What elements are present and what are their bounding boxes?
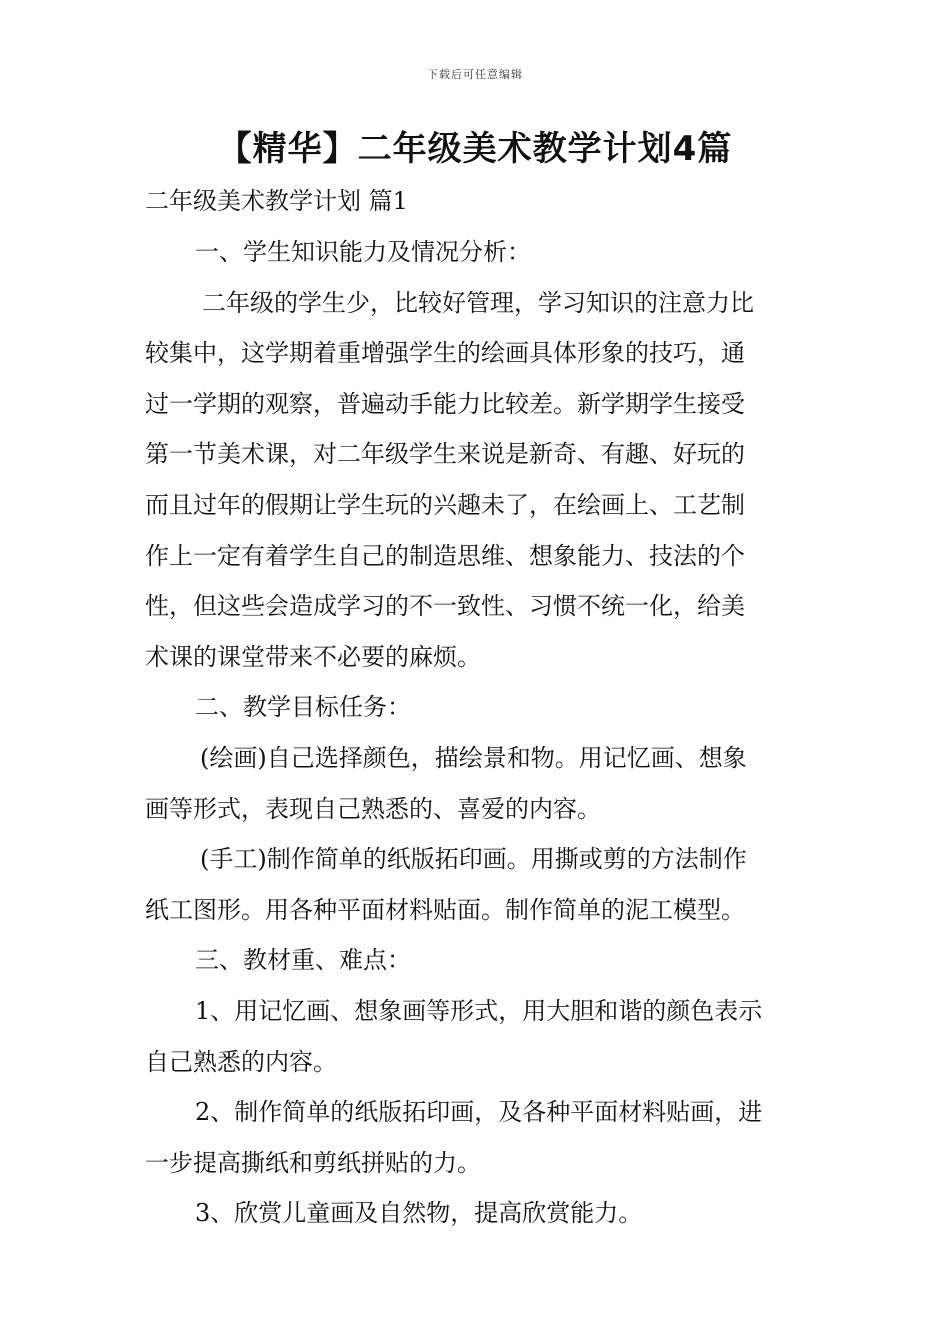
paragraph-line: 过一学期的观察，普遍动手能力比较差。新学期学生接受: [145, 389, 745, 418]
paragraph-line: 1、用记忆画、想象画等形式，用大胆和谐的颜色表示: [195, 996, 763, 1025]
paragraph-line: 画等形式，表现自己熟悉的、喜爱的内容。: [145, 794, 601, 823]
heading-key-difficulties: [145, 935, 807, 986]
paragraph-painting-goal: [145, 733, 807, 834]
paragraph-line: 自己熟悉的内容。: [145, 1047, 337, 1076]
paragraph-line: 纸工图形。用各种平面材料贴面。制作简单的泥工模型。: [145, 895, 745, 924]
paragraph-line: 一步提高撕纸和剪纸拼贴的力。: [145, 1148, 481, 1177]
list-item-2: [145, 1087, 807, 1188]
paragraph-line: (绘画)自己选择颜色，描绘景和物。用记忆画、想象: [200, 743, 747, 772]
heading-student-analysis: [145, 227, 807, 278]
paragraph-line: 而且过年的假期让学生玩的兴趣未了，在绘画上、工艺制: [145, 490, 745, 519]
paragraph-line: (手工)制作简单的纸版拓印画。用撕或剪的方法制作: [200, 845, 747, 874]
list-item-3: [145, 1188, 807, 1239]
paragraph-line: 作上一定有着学生自己的制造思维、想象能力、技法的个: [145, 541, 745, 570]
list-item-1: [145, 986, 807, 1087]
paragraph-line: 一、学生知识能力及情况分析：: [195, 238, 531, 266]
paragraph-line: 二年级的学生少，比较好管理，学习知识的注意力比: [202, 288, 754, 317]
paragraph-line: 2、制作简单的纸版拓印画，及各种平面材料贴画，进: [195, 1098, 763, 1127]
paragraph-line: 性，但这些会造成学习的不一致性、习惯不统一化，给美: [145, 592, 745, 621]
header-note: 下载后可任意编辑: [427, 68, 523, 81]
section-subtitle: 二年级美术教学计划 篇1: [145, 187, 408, 215]
paragraph-student-analysis: [145, 278, 807, 683]
paragraph-line: 二、教学目标任务：: [195, 693, 411, 722]
paragraph-line: 3、欣赏儿童画及自然物，提高欣赏能力。: [195, 1199, 643, 1228]
document-body: [145, 176, 807, 1239]
paragraph-line: 术课的课堂带来不必要的麻烦。: [145, 642, 481, 671]
paragraph-line: 第一节美术课，对二年级学生来说是新奇、有趣、好玩的: [145, 440, 745, 469]
paragraph-line: 较集中，这学期着重增强学生的绘画具体形象的技巧，通: [145, 339, 745, 368]
heading-teaching-goals: [145, 682, 807, 733]
document-title: 【精华】二年级美术教学计划4篇: [217, 129, 733, 169]
paragraph-handcraft-goal: [145, 834, 807, 935]
paragraph-line: 三、教材重、难点：: [195, 946, 411, 975]
